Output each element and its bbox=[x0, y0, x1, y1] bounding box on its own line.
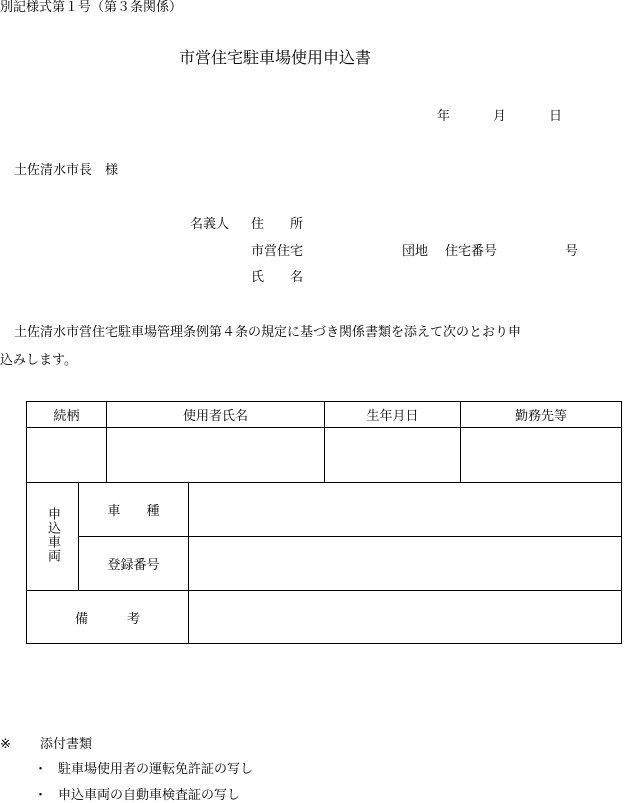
vehicle-group-label-cell bbox=[27, 483, 79, 591]
danchi-label: 団地 bbox=[402, 244, 429, 259]
remarks-cell[interactable] bbox=[189, 591, 622, 644]
go-label: 号 bbox=[565, 244, 579, 259]
header-relationship: 続柄 bbox=[27, 402, 107, 428]
applicant-label: 名義人 bbox=[190, 217, 230, 232]
attachments-heading: 添付書類 bbox=[40, 737, 93, 752]
body-text-line2: 込みします。 bbox=[0, 353, 77, 368]
address-label: 住 所 bbox=[251, 217, 304, 232]
header-birth-date: 生年月日 bbox=[325, 402, 461, 428]
body-text-line1: 土佐清水市営住宅駐車場管理条例第４条の規定に基づき関係書類を添えて次のとおり申 bbox=[14, 325, 522, 340]
user-name-cell[interactable] bbox=[107, 428, 325, 483]
vehicle-group-label: 申込車両 bbox=[45, 506, 60, 563]
unit-number-label: 住宅番号 bbox=[445, 244, 498, 259]
registration-number-cell[interactable] bbox=[189, 537, 622, 591]
date-year: 年 bbox=[437, 109, 451, 124]
attachment-bullet: ・ bbox=[34, 762, 48, 777]
housing-label: 市営住宅 bbox=[251, 244, 304, 259]
page-title: 市営住宅駐車場使用申込書 bbox=[179, 48, 372, 67]
attachment-item: 駐車場使用者の運転免許証の写し bbox=[58, 762, 254, 777]
form-number: 別記様式第１号（第３条関係） bbox=[0, 0, 183, 15]
birth-date-cell[interactable] bbox=[325, 428, 461, 483]
name-label: 氏 名 bbox=[251, 270, 304, 285]
remarks-label: 備 考 bbox=[27, 591, 189, 644]
attachment-item: 申込車両の自動車検査証の写し bbox=[58, 788, 241, 803]
vehicle-type-label: 車 種 bbox=[79, 483, 189, 537]
workplace-cell[interactable] bbox=[461, 428, 622, 483]
header-user-name: 使用者氏名 bbox=[107, 402, 325, 428]
header-workplace: 勤務先等 bbox=[461, 402, 622, 428]
attachments-marker: ※ bbox=[0, 737, 11, 752]
registration-number-label: 登録番号 bbox=[79, 537, 189, 591]
vehicle-type-cell[interactable] bbox=[189, 483, 622, 537]
date-month: 月 bbox=[493, 109, 507, 124]
relationship-cell[interactable] bbox=[27, 428, 107, 483]
addressee: 土佐清水市長 様 bbox=[14, 163, 119, 178]
date-day: 日 bbox=[549, 109, 563, 124]
attachment-bullet: ・ bbox=[34, 788, 48, 803]
application-table bbox=[26, 401, 622, 644]
